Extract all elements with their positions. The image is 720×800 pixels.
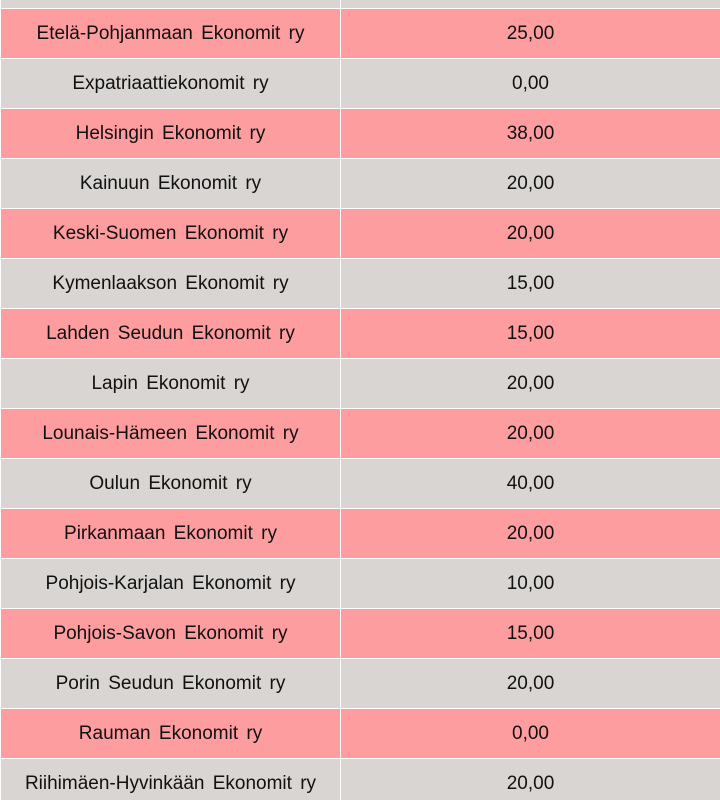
fee-value-cell: 20,00 — [341, 659, 720, 709]
fee-value-cell: 38,00 — [341, 109, 720, 159]
table-row — [1, 9, 720, 59]
table-body — [1, 0, 720, 800]
association-name-cell: Pirkanmaan Ekonomit ry — [1, 509, 341, 559]
fee-value-cell: 20,00 — [341, 209, 720, 259]
association-name-cell: Rauman Ekonomit ry — [1, 709, 341, 759]
association-name-cell: Porin Seudun Ekonomit ry — [1, 659, 341, 709]
fee-value-cell: 20,00 — [341, 409, 720, 459]
table-row — [1, 109, 720, 159]
association-name-cell: Keski-Suomen Ekonomit ry — [1, 209, 341, 259]
table-row — [1, 0, 720, 9]
association-name-cell: Expatriaattiekonomit ry — [1, 59, 341, 109]
table-row — [1, 309, 720, 359]
fee-value-cell: 20,00 — [341, 509, 720, 559]
fee-value-cell — [341, 0, 720, 9]
association-name-cell: Lapin Ekonomit ry — [1, 359, 341, 409]
fee-value-cell: 40,00 — [341, 459, 720, 509]
association-name-cell: Kymenlaakson Ekonomit ry — [1, 259, 341, 309]
table-row — [1, 359, 720, 409]
fee-value-cell: 20,00 — [341, 759, 720, 800]
fee-value-cell: 15,00 — [341, 259, 720, 309]
fee-value-cell: 0,00 — [341, 709, 720, 759]
fee-value-cell: 15,00 — [341, 609, 720, 659]
association-name-cell: Kainuun Ekonomit ry — [1, 159, 341, 209]
fee-value-cell: 0,00 — [341, 59, 720, 109]
table-row — [1, 159, 720, 209]
association-name-cell: Lahden Seudun Ekonomit ry — [1, 309, 341, 359]
table-row — [1, 609, 720, 659]
association-name-cell: Riihimäen-Hyvinkään Ekonomit ry — [1, 759, 341, 800]
table-row — [1, 659, 720, 709]
fee-value-cell: 20,00 — [341, 159, 720, 209]
table-row — [1, 459, 720, 509]
association-name-cell: Pohjois-Savon Ekonomit ry — [1, 609, 341, 659]
association-name-cell — [1, 0, 341, 9]
fee-value-cell: 25,00 — [341, 9, 720, 59]
fee-value-cell: 10,00 — [341, 559, 720, 609]
table-row — [1, 59, 720, 109]
table-row — [1, 409, 720, 459]
table-row — [1, 559, 720, 609]
association-name-cell: Lounais-Hämeen Ekonomit ry — [1, 409, 341, 459]
association-name-cell: Oulun Ekonomit ry — [1, 459, 341, 509]
association-name-cell: Pohjois-Karjalan Ekonomit ry — [1, 559, 341, 609]
table-row — [1, 209, 720, 259]
table-row — [1, 709, 720, 759]
table-row — [1, 509, 720, 559]
association-name-cell: Etelä-Pohjanmaan Ekonomit ry — [1, 9, 341, 59]
fee-value-cell: 20,00 — [341, 359, 720, 409]
fee-value-cell: 15,00 — [341, 309, 720, 359]
table-row — [1, 259, 720, 309]
association-name-cell: Helsingin Ekonomit ry — [1, 109, 341, 159]
table-row — [1, 759, 720, 800]
